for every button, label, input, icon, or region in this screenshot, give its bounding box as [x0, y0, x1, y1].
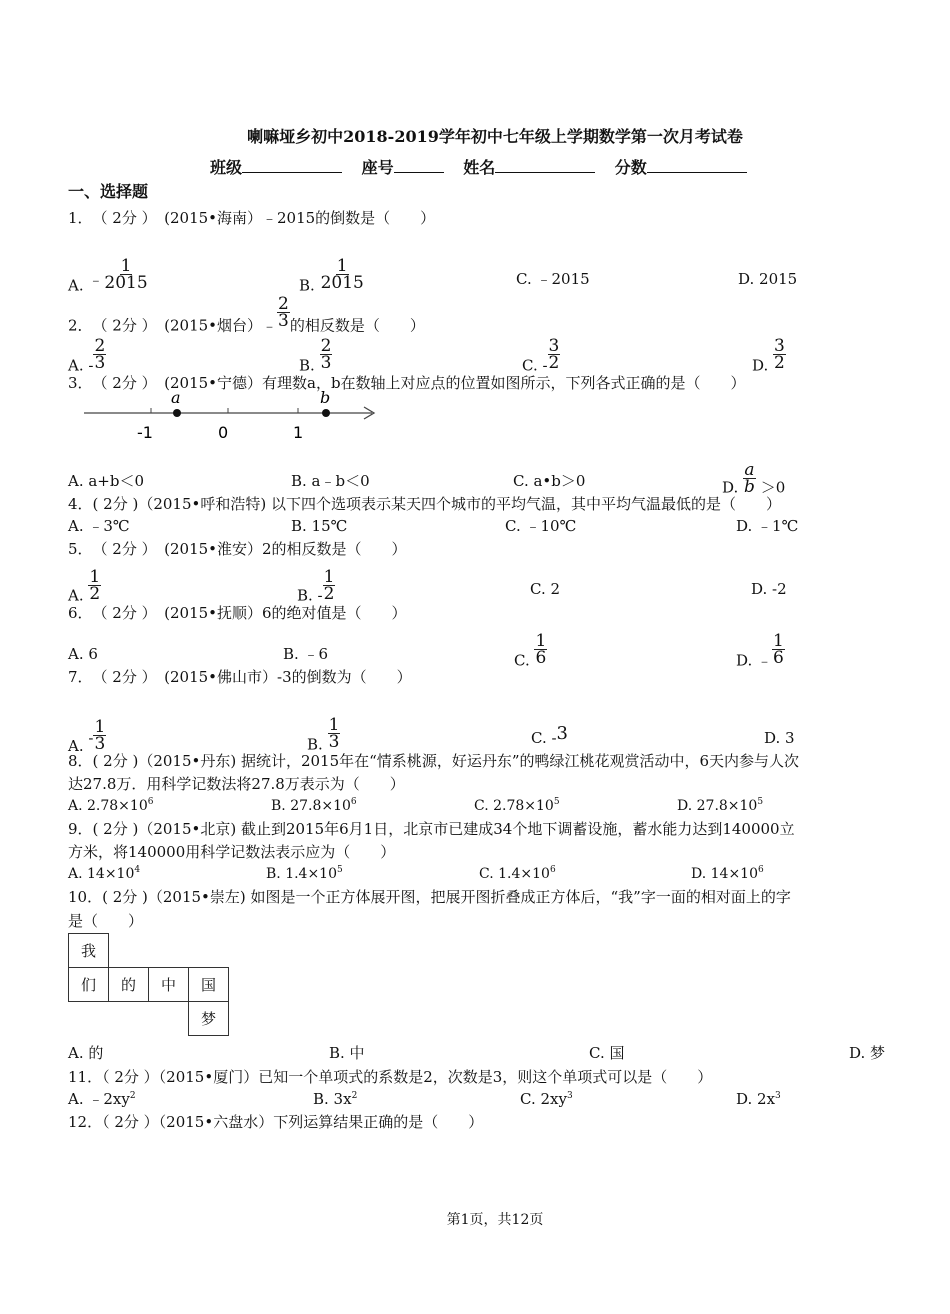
tick-label-minus-one: -1	[137, 423, 153, 442]
q10-option-c[interactable]: C. 国	[589, 1044, 625, 1062]
q6-option-c[interactable]: C. $\frac{1}{6}$	[514, 631, 547, 670]
q10-stem-line2: 是（ ）	[68, 912, 144, 930]
score-label: 分数	[614, 158, 647, 177]
q10-option-b[interactable]: B. 中	[329, 1044, 365, 1062]
q5-stem: 5． （ 2分 ） (2015•淮安）2的相反数是（ ）	[68, 540, 407, 558]
q8-option-a[interactable]: A. $2.78\times 10^6$	[68, 797, 154, 814]
q1-option-b[interactable]: B. $\frac{1}{2015}$	[299, 256, 364, 295]
name-blank[interactable]	[495, 156, 595, 173]
name-label: 姓名	[463, 158, 496, 177]
q8-option-c[interactable]: C. $2.78\times 10^5$	[474, 797, 560, 814]
q9-option-b[interactable]: B. $1.4\times 10^5$	[266, 865, 343, 882]
q9-option-d[interactable]: D. $14\times 10^6$	[691, 865, 764, 882]
q9-option-c[interactable]: C. $1.4\times 10^6$	[479, 865, 556, 882]
q8-option-b[interactable]: B. $27.8\times 10^6$	[271, 797, 357, 814]
q8-stem-line2: 达27.8万．用科学记数法将27.8万表示为（ ）	[68, 775, 405, 793]
q5-b-fraction: $\frac{1}{2}$	[323, 567, 335, 604]
class-blank[interactable]	[242, 156, 342, 173]
point-b	[322, 409, 330, 417]
q11-option-d[interactable]: D. $2x^3$	[736, 1090, 781, 1108]
q5-option-d[interactable]: D. -2	[751, 580, 787, 598]
score-blank[interactable]	[647, 156, 747, 173]
info-line	[210, 156, 761, 177]
q4-option-a[interactable]: A. ﹣3℃	[68, 517, 130, 535]
seat-label: 座号	[361, 158, 394, 177]
q11-option-b[interactable]: B. $3x^2$	[313, 1090, 358, 1108]
q3-option-c[interactable]: C. a•b＞0	[513, 472, 586, 490]
q1-option-c[interactable]: C. ﹣2015	[516, 270, 590, 288]
q2-a-fraction: $\frac{2}{3}$	[94, 336, 106, 373]
tick-label-zero: 0	[218, 423, 229, 442]
q1-option-d[interactable]: D. 2015	[738, 270, 798, 288]
q7-b-fraction: $\frac{1}{3}$	[328, 715, 340, 752]
q7-option-d[interactable]: D. 3	[764, 729, 795, 747]
q8-stem-line1: 8．( 2分 )（2015•丹东) 据统计，2015年在“情系桃源，好运丹东”的鸭绿江桃花观赏活动中，6天内参与人次	[68, 752, 800, 770]
point-a	[173, 409, 181, 417]
q2-b-fraction: $\frac{2}{3}$	[320, 336, 332, 373]
q6-option-d[interactable]: D. ﹣ $\frac{1}{6}$	[736, 631, 784, 670]
exam-title: 喇嘛垭乡初中2018-2019学年初中七年级上学期数学第一次月考试卷	[247, 127, 743, 146]
q11-stem: 11．（ 2分 ）（2015•厦门）已知一个单项式的系数是2，次数是3，则这个单项式可以是（ ）	[68, 1068, 713, 1086]
q4-option-d[interactable]: D. ﹣1℃	[736, 517, 799, 535]
cube-face-wo: 我	[69, 934, 109, 968]
q7-a-fraction: $\frac{1}{3}$	[94, 716, 106, 754]
q3-stem: 3． （ 2分 ） (2015•宁德）有理数a，b在数轴上对应点的位置如图所示，下列各式正确的是（ ）	[68, 374, 746, 392]
q5-a-fraction: $\frac{1}{2}$	[89, 567, 101, 604]
q5-option-b[interactable]: B. - $\frac{1}{2}$	[297, 567, 335, 605]
cube-face-zhong: 中	[149, 968, 189, 1002]
q1-a-fraction: $\frac{1}{2015}$	[104, 256, 148, 293]
q1-b-fraction: $\frac{1}{2015}$	[320, 256, 364, 293]
q8-option-d[interactable]: D. $27.8\times 10^5$	[677, 797, 764, 814]
cube-face-de: 的	[109, 968, 149, 1002]
q10-stem-line1: 10．( 2分 )（2015•崇左) 如图是一个正方体展开图，把展开图折叠成正方体后，“我”字一面的相对面上的字	[68, 888, 791, 906]
q4-stem: 4．( 2分 )（2015•呼和浩特) 以下四个选项表示某天四个城市的平均气温，其中平均气温最低的是（ ）	[68, 495, 781, 513]
q3-d-fraction: $\frac{a}{b}$	[744, 460, 755, 497]
q9-stem-line1: 9．( 2分 )（2015•北京) 截止到2015年6月1日，北京市已建成34个地下调蓄设施，蓄水能力达到140000立	[68, 820, 795, 838]
cube-face-men: 们	[69, 968, 109, 1002]
q1-stem: 1． （ 2分 ） (2015•海南）﹣2015的倒数是（ ）	[68, 209, 436, 227]
q6-option-a[interactable]: A. 6	[68, 645, 98, 663]
cube-face-meng: 梦	[189, 1002, 229, 1036]
q2-option-c[interactable]: C. - $\frac{3}{2}$	[522, 336, 560, 375]
q10-option-a[interactable]: A. 的	[68, 1044, 104, 1062]
q6-d-fraction: $\frac{1}{6}$	[773, 631, 784, 668]
q7-option-c[interactable]: C. -3	[531, 723, 568, 747]
class-label: 班级	[210, 158, 243, 177]
q6-stem: 6． （ 2分 ） (2015•抚顺）6的绝对值是（ ）	[68, 604, 407, 622]
q12-stem: 12．（ 2分 ）（2015•六盘水）下列运算结果正确的是（ ）	[68, 1113, 484, 1131]
q11-option-c[interactable]: C. $2xy^3$	[520, 1090, 573, 1108]
page-footer: 第1页，共12页	[446, 1212, 544, 1228]
cube-net	[68, 933, 229, 1036]
q3-option-d[interactable]: D. $\frac{a}{b}$ ＞0	[722, 460, 786, 497]
q9-stem-line2: 方米，将140000用科学记数法表示应为（ ）	[68, 843, 396, 861]
label-a: a	[171, 388, 181, 407]
seat-blank[interactable]	[394, 156, 444, 173]
number-line	[80, 388, 390, 448]
cube-face-guo: 国	[189, 968, 229, 1002]
q10-option-d[interactable]: D. 梦	[849, 1044, 886, 1062]
q6-option-b[interactable]: B. ﹣6	[283, 645, 329, 663]
q6-c-fraction: $\frac{1}{6}$	[535, 631, 547, 668]
q3-option-b[interactable]: B. a﹣b＜0	[291, 472, 370, 490]
q4-option-c[interactable]: C. ﹣10℃	[505, 517, 577, 535]
q5-option-c[interactable]: C. 2	[530, 580, 561, 598]
q5-option-a[interactable]: A. $\frac{1}{2}$	[68, 567, 101, 605]
q2-stem: 2． （ 2分 ） (2015•烟台）﹣ $\frac{2}{3}$ 的相反数是（ ）	[68, 294, 425, 335]
q2-option-d[interactable]: D. $\frac{3}{2}$	[752, 336, 785, 375]
q2-option-b[interactable]: B. $\frac{2}{3}$	[299, 336, 332, 375]
label-b: b	[320, 388, 331, 407]
q4-option-b[interactable]: B. 15℃	[291, 517, 348, 535]
q2-stem-fraction: $\frac{2}{3}$	[278, 294, 289, 331]
section-heading: 一、选择题	[68, 182, 149, 201]
q1-option-a[interactable]: A. ﹣ $\frac{1}{2015}$	[68, 256, 148, 295]
q2-c-fraction: $\frac{3}{2}$	[548, 336, 560, 373]
q7-option-a[interactable]: A. - $\frac{1}{3}$	[68, 716, 106, 755]
q11-option-a[interactable]: A. $﹣2xy^2$	[68, 1090, 136, 1108]
q2-d-fraction: $\frac{3}{2}$	[774, 336, 785, 373]
tick-label-one: 1	[293, 423, 304, 442]
q3-option-a[interactable]: A. a+b＜0	[68, 472, 145, 490]
q2-option-a[interactable]: A. - $\frac{2}{3}$	[68, 336, 106, 375]
q9-option-a[interactable]: A. $14\times 10^4$	[68, 865, 141, 882]
q7-stem: 7． （ 2分 ） (2015•佛山市）-3的倒数为（ ）	[68, 668, 412, 686]
q7-option-b[interactable]: B. $\frac{1}{3}$	[307, 715, 340, 754]
